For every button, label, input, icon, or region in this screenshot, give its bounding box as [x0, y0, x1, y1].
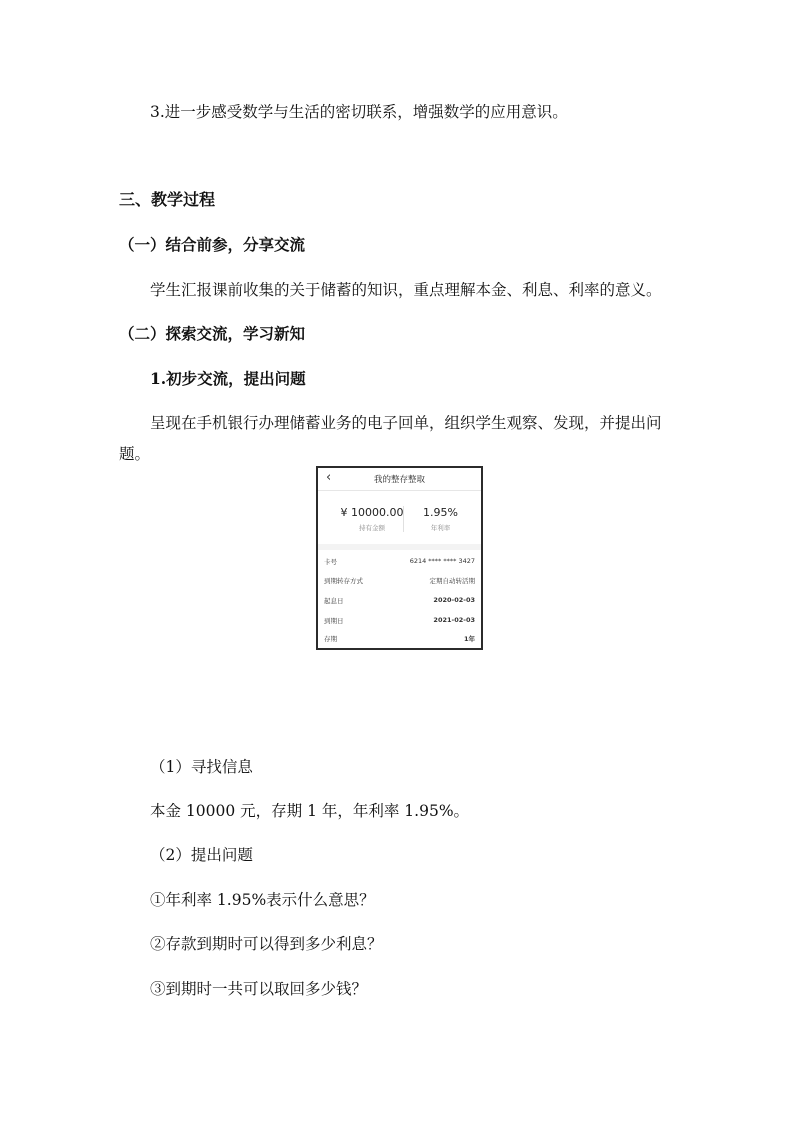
receipt-title: 我的整存整取 [373, 475, 425, 485]
step-1-text-line1: 呈现在手机银行办理储蓄业务的电子回单，组织学生观察、发现，并提出问 [150, 414, 662, 432]
step-1-title: 1.初步交流，提出问题 [150, 369, 306, 388]
receipt-row-key: 卡号 [324, 558, 337, 566]
receipt-amount: ¥ 10000.00 [340, 506, 404, 519]
receipt-row-value: 2020-02-03 [433, 596, 475, 604]
receipt-row [324, 612, 475, 630]
receipt-row-key: 到期日 [324, 617, 344, 625]
question-1: ①年利率 1.95%表示什么意思？ [150, 891, 375, 909]
step-1-text-line2: 题。 [119, 445, 151, 463]
receipt-row [324, 592, 475, 610]
objective-3: 3.进一步感受数学与生活的密切联系，增强数学的应用意识。 [150, 103, 568, 121]
section-3-title: 三、教学过程 [119, 190, 216, 209]
sub-1-text: 本金 10000 元，存期 1 年，年利率 1.95%。 [150, 802, 470, 820]
receipt-row-key: 存期 [324, 635, 337, 643]
receipt-amount-label: 持有金额 [359, 524, 385, 532]
receipt-row-value: 2021-02-03 [433, 616, 475, 624]
receipt-row-key: 到期转存方式 [324, 577, 363, 585]
part-1-text: 学生汇报课前收集的关于储蓄的知识，重点理解本金、利息、利率的意义。 [150, 281, 662, 299]
receipt-section-gap [318, 544, 481, 550]
receipt-row-key: 起息日 [324, 597, 344, 605]
bank-receipt-image [316, 466, 483, 650]
receipt-row-value: 定期自动转活期 [429, 577, 475, 585]
part-1-title: （一）结合前参，分享交流 [119, 235, 306, 254]
receipt-row [324, 630, 475, 648]
receipt-header [318, 468, 481, 491]
sub-2-title: （2）提出问题 [150, 846, 253, 864]
receipt-row [324, 572, 475, 590]
receipt-divider [403, 506, 404, 532]
question-3: ③到期时一共可以取回多少钱？ [150, 980, 368, 998]
part-2-title: （二）探索交流，学习新知 [119, 324, 306, 343]
receipt-row-value: 1年 [463, 635, 475, 643]
sub-1-title: （1）寻找信息 [150, 758, 253, 776]
receipt-row-value: 6214 **** **** 3427 [409, 557, 475, 565]
receipt-rate-label: 年利率 [430, 524, 451, 532]
chevron-left-icon: ‹ [326, 470, 332, 485]
receipt-row [324, 553, 475, 571]
question-2: ②存款到期时可以得到多少利息？ [150, 935, 383, 953]
receipt-rate: 1.95% [423, 506, 458, 519]
